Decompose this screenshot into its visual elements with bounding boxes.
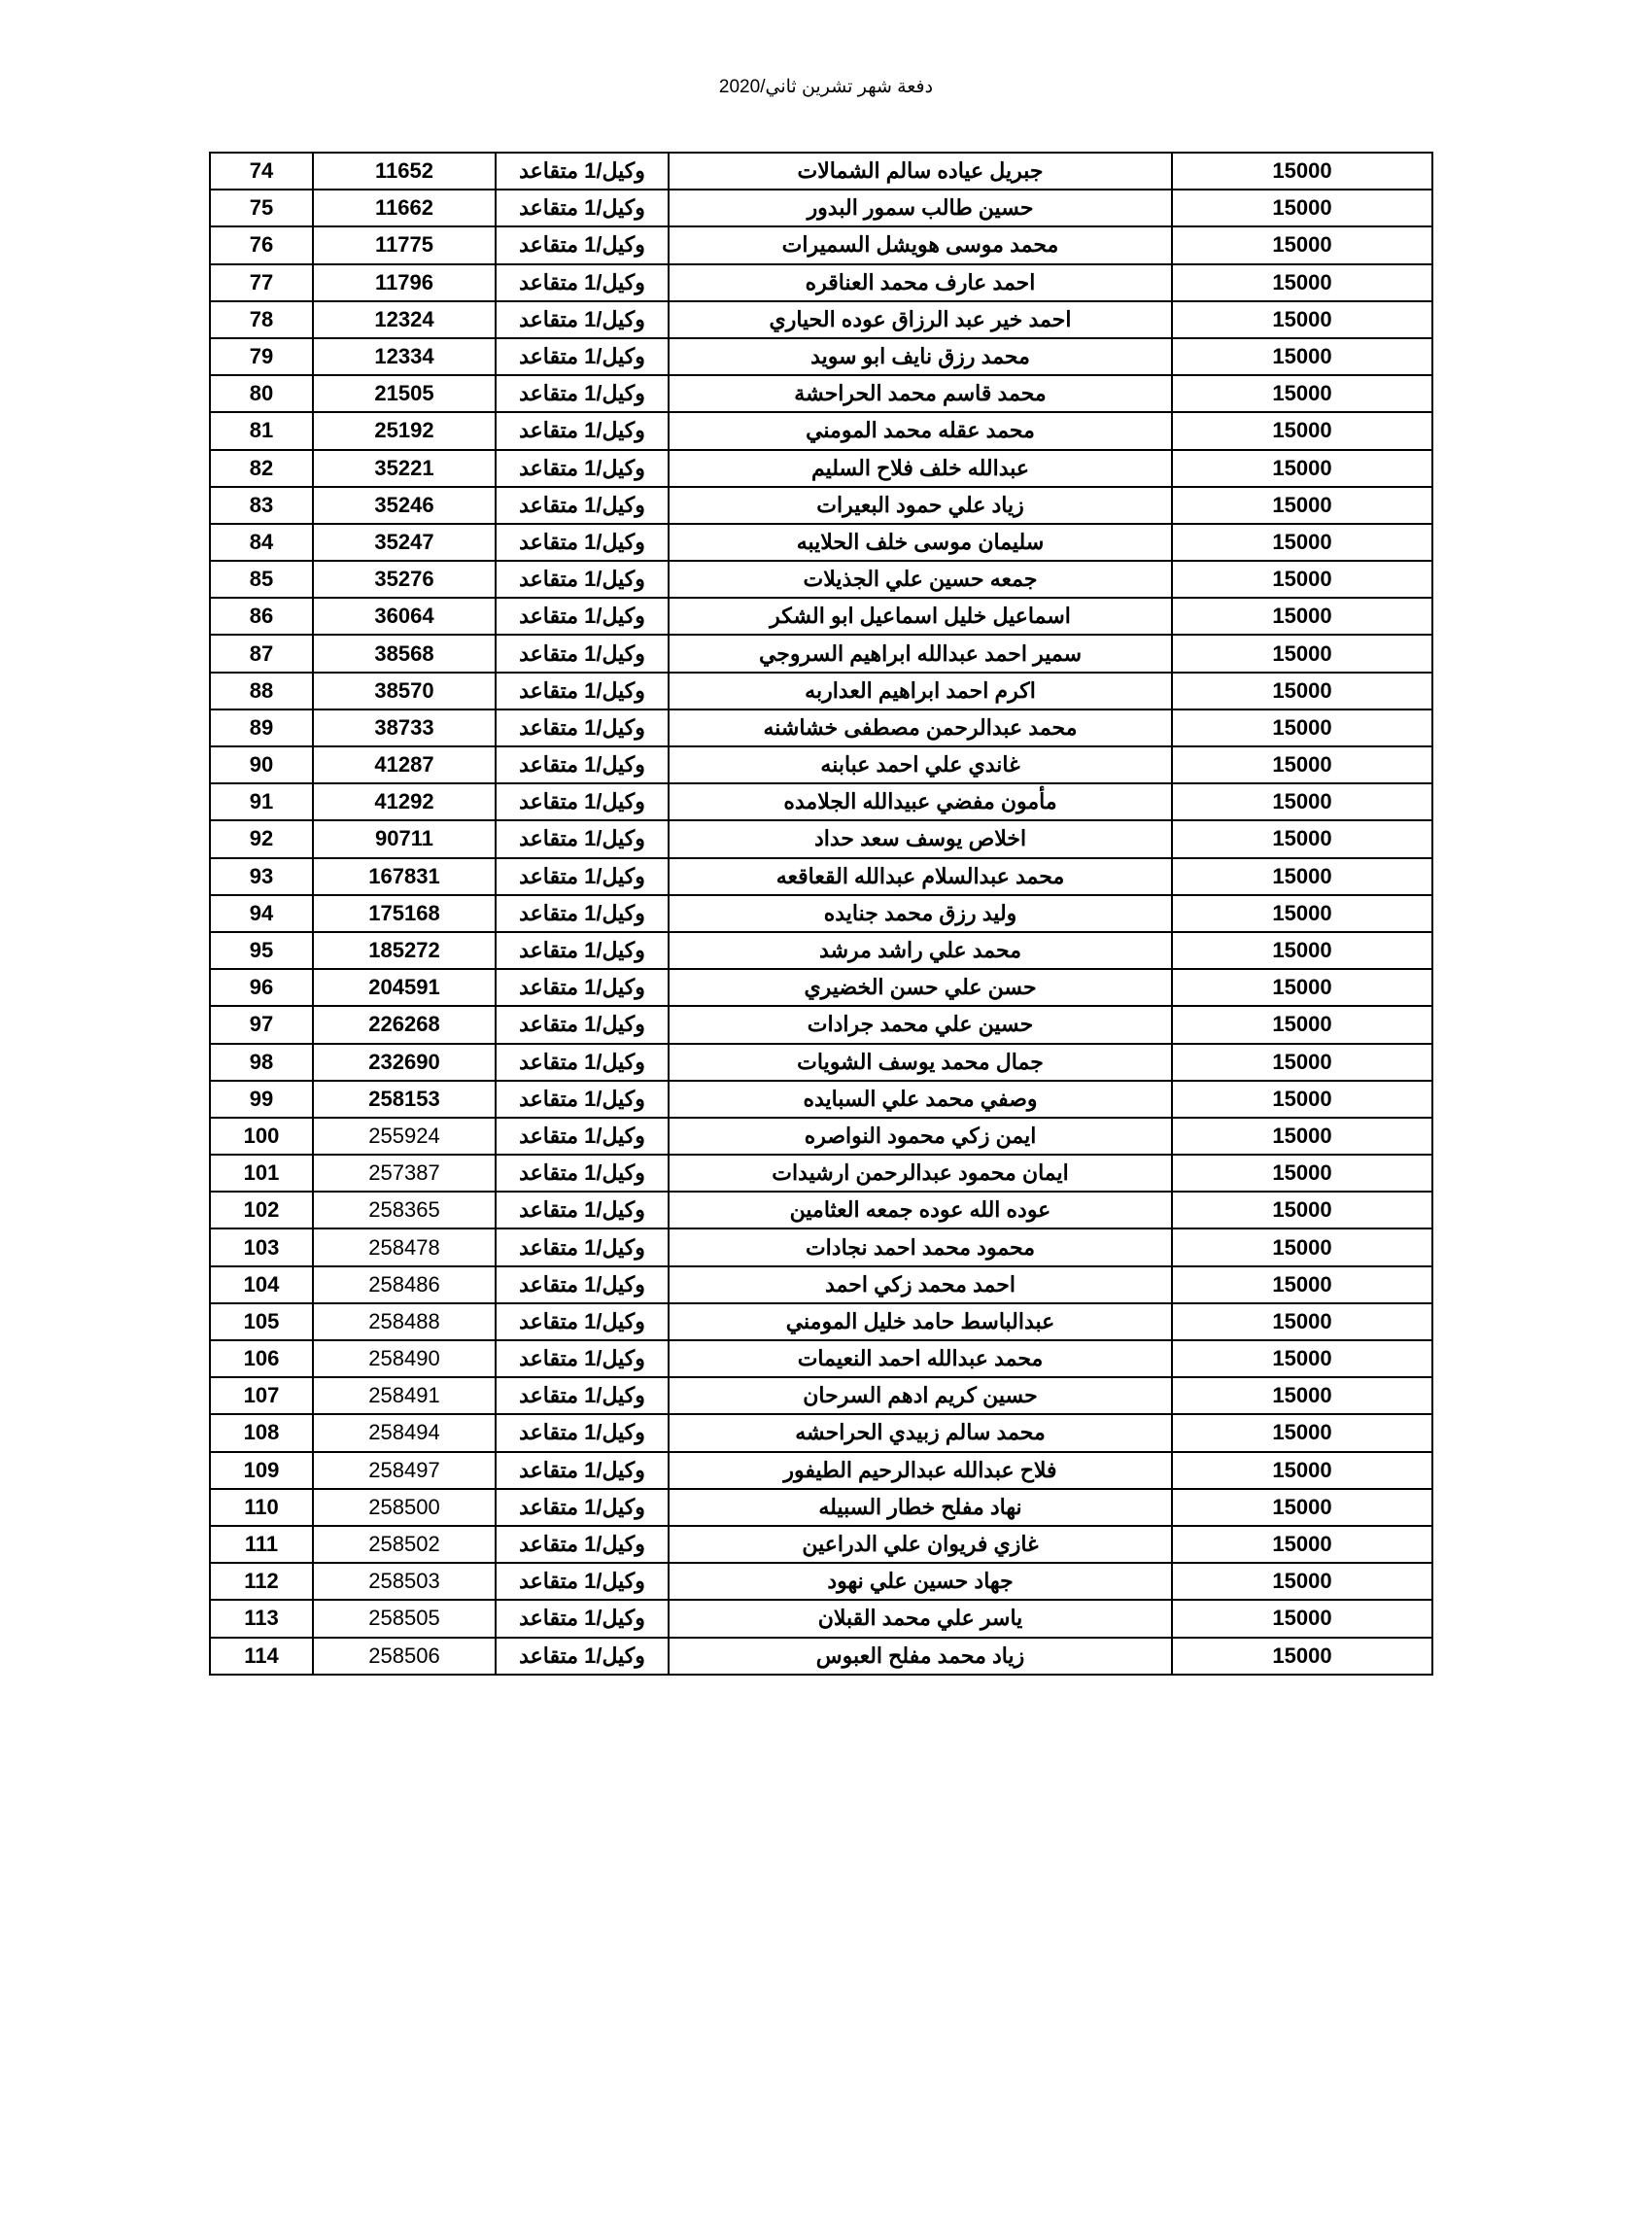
- cell-sequence: 100: [210, 1118, 313, 1155]
- cell-rank: وكيل/1 متقاعد: [496, 153, 669, 190]
- cell-rank: وكيل/1 متقاعد: [496, 635, 669, 672]
- table-row: [210, 1303, 1432, 1340]
- cell-name: اخلاص يوسف سعد حداد: [669, 820, 1172, 857]
- table-row: [210, 673, 1432, 709]
- cell-amount: 15000: [1172, 895, 1432, 932]
- cell-name: محمد قاسم محمد الحراحشة: [669, 375, 1172, 412]
- cell-sequence: 90: [210, 746, 313, 783]
- cell-sequence: 112: [210, 1563, 313, 1600]
- cell-name: وصفي محمد علي السبايده: [669, 1081, 1172, 1118]
- table-row: [210, 301, 1432, 338]
- cell-sequence: 86: [210, 598, 313, 635]
- cell-id: 12334: [313, 338, 496, 375]
- cell-id: 258503: [313, 1563, 496, 1600]
- table-row: [210, 153, 1432, 190]
- cell-amount: 15000: [1172, 1414, 1432, 1451]
- table-row: [210, 1340, 1432, 1377]
- cell-sequence: 85: [210, 561, 313, 598]
- cell-sequence: 83: [210, 487, 313, 524]
- table-row: [210, 1044, 1432, 1081]
- cell-rank: وكيل/1 متقاعد: [496, 561, 669, 598]
- cell-sequence: 103: [210, 1228, 313, 1265]
- cell-rank: وكيل/1 متقاعد: [496, 1081, 669, 1118]
- table-row: [210, 932, 1432, 969]
- cell-sequence: 84: [210, 524, 313, 561]
- table-row: [210, 1563, 1432, 1600]
- page-header-title: دفعة شهر تشرين ثاني/2020: [718, 77, 934, 97]
- cell-amount: 15000: [1172, 1006, 1432, 1043]
- table-row: [210, 264, 1432, 301]
- cell-amount: 15000: [1172, 932, 1432, 969]
- cell-sequence: 97: [210, 1006, 313, 1043]
- cell-rank: وكيل/1 متقاعد: [496, 412, 669, 449]
- cell-rank: وكيل/1 متقاعد: [496, 673, 669, 709]
- table-row: [210, 1600, 1432, 1637]
- payments-table-body: [210, 153, 1432, 1675]
- cell-name: ايمن زكي محمود النواصره: [669, 1118, 1172, 1155]
- cell-id: 35246: [313, 487, 496, 524]
- table-row: [210, 450, 1432, 487]
- cell-name: فلاح عبدالله عبدالرحيم الطيفور: [669, 1452, 1172, 1489]
- cell-sequence: 95: [210, 932, 313, 969]
- cell-id: 90711: [313, 820, 496, 857]
- cell-sequence: 96: [210, 969, 313, 1006]
- cell-id: 226268: [313, 1006, 496, 1043]
- table-row: [210, 635, 1432, 672]
- cell-amount: 15000: [1172, 153, 1432, 190]
- cell-name: عبدالله خلف فلاح السليم: [669, 450, 1172, 487]
- cell-sequence: 99: [210, 1081, 313, 1118]
- table-row: [210, 1192, 1432, 1228]
- cell-amount: 15000: [1172, 746, 1432, 783]
- table-row: [210, 1638, 1432, 1675]
- cell-id: 11796: [313, 264, 496, 301]
- cell-id: 258506: [313, 1638, 496, 1675]
- cell-id: 11662: [313, 190, 496, 226]
- cell-sequence: 75: [210, 190, 313, 226]
- cell-rank: وكيل/1 متقاعد: [496, 820, 669, 857]
- cell-sequence: 92: [210, 820, 313, 857]
- cell-rank: وكيل/1 متقاعد: [496, 746, 669, 783]
- cell-amount: 15000: [1172, 1377, 1432, 1414]
- cell-amount: 15000: [1172, 338, 1432, 375]
- cell-id: 11775: [313, 226, 496, 263]
- cell-amount: 15000: [1172, 412, 1432, 449]
- cell-amount: 15000: [1172, 1192, 1432, 1228]
- table-row: [210, 524, 1432, 561]
- cell-rank: وكيل/1 متقاعد: [496, 375, 669, 412]
- cell-rank: وكيل/1 متقاعد: [496, 1340, 669, 1377]
- cell-amount: 15000: [1172, 301, 1432, 338]
- cell-id: 35247: [313, 524, 496, 561]
- cell-name: محمد عبدالرحمن مصطفى خشاشنه: [669, 709, 1172, 746]
- cell-name: نهاد مفلح خطار السبيله: [669, 1489, 1172, 1526]
- cell-id: 258491: [313, 1377, 496, 1414]
- cell-sequence: 109: [210, 1452, 313, 1489]
- cell-name: زياد علي حمود البعيرات: [669, 487, 1172, 524]
- cell-sequence: 107: [210, 1377, 313, 1414]
- cell-amount: 15000: [1172, 1489, 1432, 1526]
- table-row: [210, 783, 1432, 820]
- table-row: [210, 858, 1432, 895]
- cell-amount: 15000: [1172, 1081, 1432, 1118]
- cell-rank: وكيل/1 متقاعد: [496, 1006, 669, 1043]
- table-row: [210, 1377, 1432, 1414]
- cell-name: عبدالباسط حامد خليل المومني: [669, 1303, 1172, 1340]
- cell-sequence: 106: [210, 1340, 313, 1377]
- cell-amount: 15000: [1172, 1638, 1432, 1675]
- cell-id: 204591: [313, 969, 496, 1006]
- cell-sequence: 88: [210, 673, 313, 709]
- cell-sequence: 108: [210, 1414, 313, 1451]
- cell-id: 258488: [313, 1303, 496, 1340]
- cell-sequence: 78: [210, 301, 313, 338]
- cell-name: حسين طالب سمور البدور: [669, 190, 1172, 226]
- cell-amount: 15000: [1172, 1228, 1432, 1265]
- table-row: [210, 1118, 1432, 1155]
- cell-id: 25192: [313, 412, 496, 449]
- cell-sequence: 76: [210, 226, 313, 263]
- cell-amount: 15000: [1172, 1266, 1432, 1303]
- cell-sequence: 91: [210, 783, 313, 820]
- cell-name: سليمان موسى خلف الحلايبه: [669, 524, 1172, 561]
- cell-id: 258500: [313, 1489, 496, 1526]
- cell-rank: وكيل/1 متقاعد: [496, 1155, 669, 1192]
- cell-rank: وكيل/1 متقاعد: [496, 1526, 669, 1563]
- cell-rank: وكيل/1 متقاعد: [496, 1563, 669, 1600]
- cell-name: محمد عقله محمد المومني: [669, 412, 1172, 449]
- cell-name: عوده الله عوده جمعه العثامين: [669, 1192, 1172, 1228]
- cell-amount: 15000: [1172, 1044, 1432, 1081]
- cell-name: محمد رزق نايف ابو سويد: [669, 338, 1172, 375]
- cell-name: غاندي علي احمد عبابنه: [669, 746, 1172, 783]
- table-row: [210, 561, 1432, 598]
- cell-rank: وكيل/1 متقاعد: [496, 338, 669, 375]
- cell-name: ايمان محمود عبدالرحمن ارشيدات: [669, 1155, 1172, 1192]
- cell-rank: وكيل/1 متقاعد: [496, 895, 669, 932]
- cell-id: 258497: [313, 1452, 496, 1489]
- table-row: [210, 969, 1432, 1006]
- cell-amount: 15000: [1172, 820, 1432, 857]
- cell-name: مأمون مفضي عبيدالله الجلامده: [669, 783, 1172, 820]
- payments-table-container: [219, 152, 1433, 1676]
- cell-sequence: 113: [210, 1600, 313, 1637]
- table-row: [210, 1155, 1432, 1192]
- cell-id: 35276: [313, 561, 496, 598]
- cell-id: 38733: [313, 709, 496, 746]
- cell-name: محمد موسى هويشل السميرات: [669, 226, 1172, 263]
- table-row: [210, 1081, 1432, 1118]
- cell-name: محمد سالم زبيدي الحراحشه: [669, 1414, 1172, 1451]
- cell-amount: 15000: [1172, 1303, 1432, 1340]
- cell-id: 12324: [313, 301, 496, 338]
- cell-name: محمود محمد احمد نجادات: [669, 1228, 1172, 1265]
- cell-id: 258494: [313, 1414, 496, 1451]
- cell-amount: 15000: [1172, 1563, 1432, 1600]
- cell-name: محمد عبدالسلام عبدالله القعاقعه: [669, 858, 1172, 895]
- cell-name: محمد علي راشد مرشد: [669, 932, 1172, 969]
- cell-amount: 15000: [1172, 375, 1432, 412]
- cell-rank: وكيل/1 متقاعد: [496, 1414, 669, 1451]
- cell-id: 38570: [313, 673, 496, 709]
- cell-amount: 15000: [1172, 1600, 1432, 1637]
- cell-amount: 15000: [1172, 783, 1432, 820]
- cell-rank: وكيل/1 متقاعد: [496, 1377, 669, 1414]
- cell-id: 21505: [313, 375, 496, 412]
- cell-id: 258505: [313, 1600, 496, 1637]
- cell-sequence: 110: [210, 1489, 313, 1526]
- cell-rank: وكيل/1 متقاعد: [496, 598, 669, 635]
- cell-amount: 15000: [1172, 524, 1432, 561]
- cell-sequence: 77: [210, 264, 313, 301]
- cell-rank: وكيل/1 متقاعد: [496, 1192, 669, 1228]
- cell-name: زياد محمد مفلح العبوس: [669, 1638, 1172, 1675]
- cell-rank: وكيل/1 متقاعد: [496, 1266, 669, 1303]
- table-row: [210, 709, 1432, 746]
- cell-sequence: 89: [210, 709, 313, 746]
- cell-id: 257387: [313, 1155, 496, 1192]
- cell-rank: وكيل/1 متقاعد: [496, 524, 669, 561]
- document-page: [0, 76, 1652, 2214]
- table-row: [210, 1489, 1432, 1526]
- table-row: [210, 226, 1432, 263]
- cell-name: احمد خير عبد الرزاق عوده الحياري: [669, 301, 1172, 338]
- cell-name: اسماعيل خليل اسماعيل ابو الشكر: [669, 598, 1172, 635]
- cell-sequence: 87: [210, 635, 313, 672]
- table-row: [210, 190, 1432, 226]
- table-row: [210, 895, 1432, 932]
- cell-sequence: 80: [210, 375, 313, 412]
- cell-sequence: 114: [210, 1638, 313, 1675]
- cell-amount: 15000: [1172, 709, 1432, 746]
- cell-rank: وكيل/1 متقاعد: [496, 301, 669, 338]
- cell-sequence: 102: [210, 1192, 313, 1228]
- cell-amount: 15000: [1172, 190, 1432, 226]
- cell-rank: وكيل/1 متقاعد: [496, 783, 669, 820]
- cell-id: 185272: [313, 932, 496, 969]
- cell-rank: وكيل/1 متقاعد: [496, 264, 669, 301]
- cell-id: 258486: [313, 1266, 496, 1303]
- cell-id: 258478: [313, 1228, 496, 1265]
- cell-rank: وكيل/1 متقاعد: [496, 1044, 669, 1081]
- cell-sequence: 104: [210, 1266, 313, 1303]
- cell-amount: 15000: [1172, 1340, 1432, 1377]
- cell-rank: وكيل/1 متقاعد: [496, 1489, 669, 1526]
- cell-amount: 15000: [1172, 1452, 1432, 1489]
- cell-sequence: 111: [210, 1526, 313, 1563]
- cell-amount: 15000: [1172, 487, 1432, 524]
- cell-rank: وكيل/1 متقاعد: [496, 1118, 669, 1155]
- table-row: [210, 375, 1432, 412]
- cell-amount: 15000: [1172, 561, 1432, 598]
- payments-table: [209, 152, 1433, 1676]
- cell-name: اكرم احمد ابراهيم العداربه: [669, 673, 1172, 709]
- table-row: [210, 1006, 1432, 1043]
- cell-name: جهاد حسين علي نهود: [669, 1563, 1172, 1600]
- cell-id: 175168: [313, 895, 496, 932]
- cell-name: جبريل عياده سالم الشمالات: [669, 153, 1172, 190]
- cell-sequence: 74: [210, 153, 313, 190]
- cell-sequence: 98: [210, 1044, 313, 1081]
- cell-rank: وكيل/1 متقاعد: [496, 932, 669, 969]
- cell-rank: وكيل/1 متقاعد: [496, 226, 669, 263]
- cell-id: 258502: [313, 1526, 496, 1563]
- cell-id: 167831: [313, 858, 496, 895]
- table-row: [210, 1526, 1432, 1563]
- cell-name: سمير احمد عبدالله ابراهيم السروجي: [669, 635, 1172, 672]
- cell-id: 36064: [313, 598, 496, 635]
- cell-id: 255924: [313, 1118, 496, 1155]
- cell-sequence: 93: [210, 858, 313, 895]
- table-row: [210, 1266, 1432, 1303]
- cell-sequence: 94: [210, 895, 313, 932]
- cell-name: وليد رزق محمد جنايده: [669, 895, 1172, 932]
- cell-rank: وكيل/1 متقاعد: [496, 858, 669, 895]
- cell-name: جمعه حسين علي الجذيلات: [669, 561, 1172, 598]
- cell-id: 11652: [313, 153, 496, 190]
- cell-rank: وكيل/1 متقاعد: [496, 1600, 669, 1637]
- cell-amount: 15000: [1172, 450, 1432, 487]
- cell-amount: 15000: [1172, 1155, 1432, 1192]
- cell-amount: 15000: [1172, 673, 1432, 709]
- cell-name: احمد محمد زكي احمد: [669, 1266, 1172, 1303]
- table-row: [210, 1414, 1432, 1451]
- cell-rank: وكيل/1 متقاعد: [496, 969, 669, 1006]
- cell-amount: 15000: [1172, 858, 1432, 895]
- cell-rank: وكيل/1 متقاعد: [496, 709, 669, 746]
- cell-name: حسن علي حسن الخضيري: [669, 969, 1172, 1006]
- cell-rank: وكيل/1 متقاعد: [496, 1303, 669, 1340]
- cell-id: 232690: [313, 1044, 496, 1081]
- cell-rank: وكيل/1 متقاعد: [496, 450, 669, 487]
- table-row: [210, 487, 1432, 524]
- cell-amount: 15000: [1172, 226, 1432, 263]
- cell-amount: 15000: [1172, 969, 1432, 1006]
- cell-name: جمال محمد يوسف الشويات: [669, 1044, 1172, 1081]
- table-row: [210, 746, 1432, 783]
- cell-id: 41292: [313, 783, 496, 820]
- cell-rank: وكيل/1 متقاعد: [496, 1638, 669, 1675]
- cell-sequence: 101: [210, 1155, 313, 1192]
- cell-id: 258365: [313, 1192, 496, 1228]
- cell-id: 258490: [313, 1340, 496, 1377]
- table-row: [210, 820, 1432, 857]
- cell-id: 35221: [313, 450, 496, 487]
- table-row: [210, 1452, 1432, 1489]
- cell-amount: 15000: [1172, 1526, 1432, 1563]
- cell-sequence: 79: [210, 338, 313, 375]
- cell-rank: وكيل/1 متقاعد: [496, 487, 669, 524]
- table-row: [210, 598, 1432, 635]
- cell-id: 258153: [313, 1081, 496, 1118]
- cell-name: ياسر علي محمد القبلان: [669, 1600, 1172, 1637]
- cell-rank: وكيل/1 متقاعد: [496, 1452, 669, 1489]
- cell-amount: 15000: [1172, 635, 1432, 672]
- cell-sequence: 82: [210, 450, 313, 487]
- cell-name: غازي فريوان علي الدراعين: [669, 1526, 1172, 1563]
- table-row: [210, 412, 1432, 449]
- cell-name: محمد عبدالله احمد النعيمات: [669, 1340, 1172, 1377]
- cell-id: 38568: [313, 635, 496, 672]
- cell-id: 41287: [313, 746, 496, 783]
- cell-amount: 15000: [1172, 1118, 1432, 1155]
- cell-name: حسين كريم ادهم السرحان: [669, 1377, 1172, 1414]
- cell-rank: وكيل/1 متقاعد: [496, 190, 669, 226]
- cell-amount: 15000: [1172, 264, 1432, 301]
- cell-rank: وكيل/1 متقاعد: [496, 1228, 669, 1265]
- table-row: [210, 338, 1432, 375]
- cell-name: احمد عارف محمد العناقره: [669, 264, 1172, 301]
- cell-sequence: 81: [210, 412, 313, 449]
- cell-name: حسين علي محمد جرادات: [669, 1006, 1172, 1043]
- cell-amount: 15000: [1172, 598, 1432, 635]
- cell-sequence: 105: [210, 1303, 313, 1340]
- table-row: [210, 1228, 1432, 1265]
